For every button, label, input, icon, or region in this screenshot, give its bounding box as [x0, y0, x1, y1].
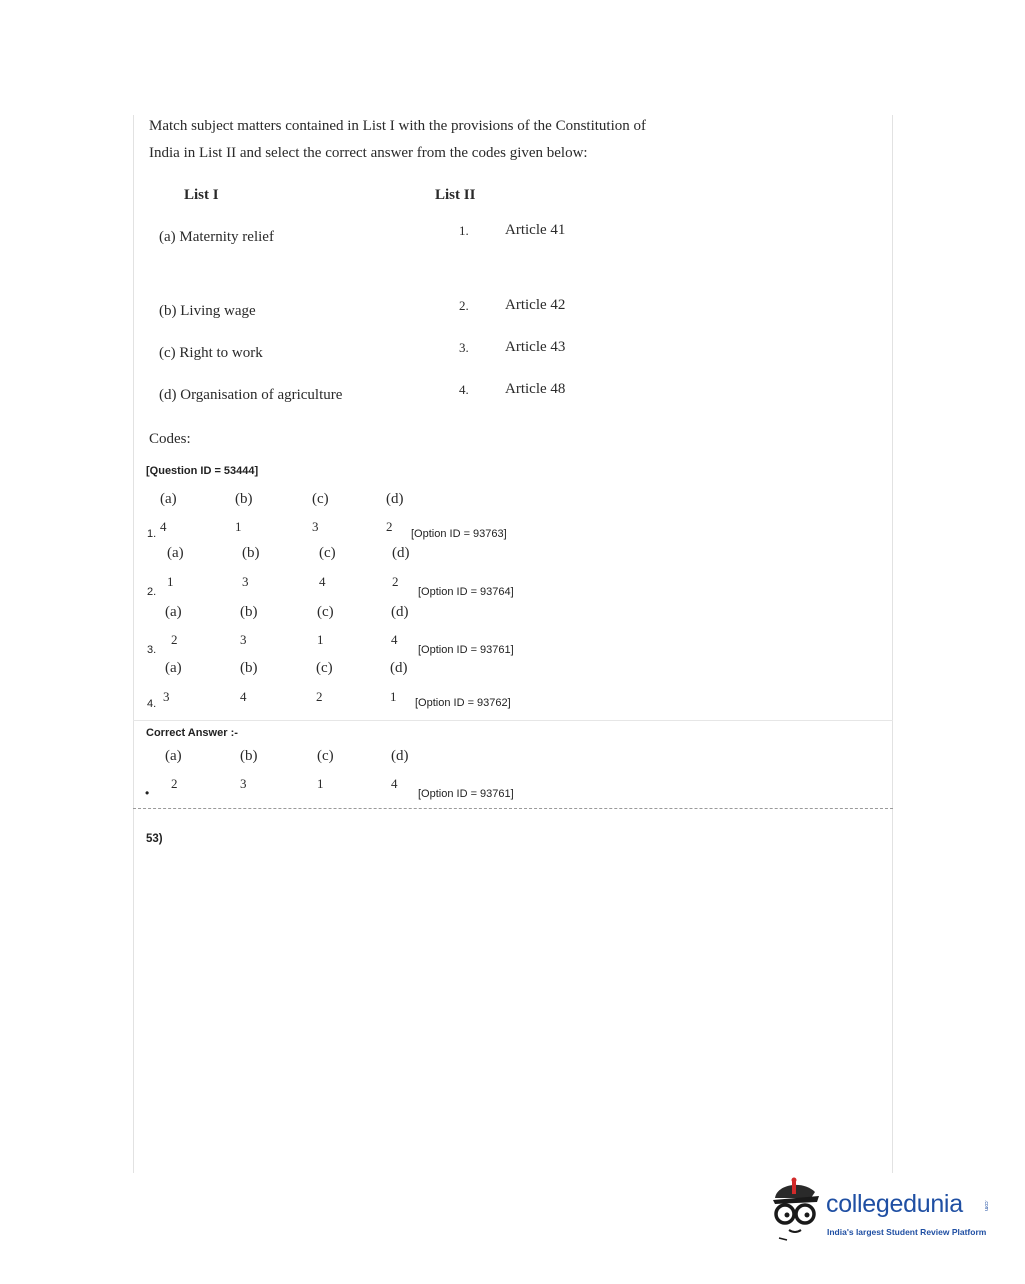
list-1-header: List I — [184, 187, 219, 203]
question-text-line-1: Match subject matters contained in List I with the provisions of the Constitution of — [149, 118, 647, 134]
option-2-header-d: (d) — [392, 545, 410, 561]
option-2-header-c: (c) — [319, 545, 336, 561]
option-1-value-a: 4 — [160, 519, 167, 534]
option-4-header-d: (d) — [390, 660, 408, 676]
correct-answer-header-b: (b) — [240, 748, 258, 764]
question-id: [Question ID = 53444] — [146, 465, 259, 477]
list-2-number-1: 1. — [459, 223, 469, 238]
option-2-value-d: 2 — [392, 574, 399, 589]
option-3-header-b: (b) — [240, 604, 258, 620]
correct-answer-value-d: 4 — [391, 776, 398, 791]
correct-answer-header-c: (c) — [317, 748, 334, 764]
right-border-line — [892, 115, 893, 1173]
option-3-value-c: 1 — [317, 632, 324, 647]
codes-label: Codes: — [149, 431, 191, 447]
option-1-value-b: 1 — [235, 519, 242, 534]
list-2-number-3: 3. — [459, 340, 469, 355]
option-4-value-c: 2 — [316, 689, 323, 704]
option-4-value-a: 3 — [163, 689, 170, 704]
option-4-id: [Option ID = 93762] — [415, 697, 511, 709]
option-2-value-c: 4 — [319, 574, 326, 589]
option-2-id: [Option ID = 93764] — [418, 586, 514, 598]
mascot-icon — [765, 1176, 825, 1246]
option-3-value-d: 4 — [391, 632, 398, 647]
option-1-header-b: (b) — [235, 491, 253, 507]
option-1-id: [Option ID = 93763] — [411, 528, 507, 540]
list-1-item-d: (d) Organisation of agriculture — [159, 387, 343, 403]
dashed-separator — [133, 808, 893, 809]
list-2-item-2: Article 42 — [505, 297, 566, 313]
option-1-number: 1. — [147, 528, 157, 540]
list-1-item-b: (b) Living wage — [159, 303, 256, 319]
logo-dotcom: .com — [983, 1200, 989, 1211]
option-3-number: 3. — [147, 644, 157, 656]
option-4-header-c: (c) — [316, 660, 333, 676]
option-4-value-d: 1 — [390, 689, 397, 704]
correct-answer-header-d: (d) — [391, 748, 409, 764]
option-2-number: 2. — [147, 586, 157, 598]
correct-answer-value-b: 3 — [240, 776, 247, 791]
option-4-header-b: (b) — [240, 660, 258, 676]
list-2-number-2: 2. — [459, 298, 469, 313]
left-border-line — [133, 115, 134, 1173]
option-4-value-b: 4 — [240, 689, 247, 704]
option-2-header-b: (b) — [242, 545, 260, 561]
option-3-header-c: (c) — [317, 604, 334, 620]
collegedunia-logo[interactable] — [765, 1176, 995, 1248]
option-3-id: [Option ID = 93761] — [418, 644, 514, 656]
list-1-item-c: (c) Right to work — [159, 345, 263, 361]
correct-answer-value-c: 1 — [317, 776, 324, 791]
list-2-item-1: Article 41 — [505, 222, 566, 238]
list-2-number-4: 4. — [459, 382, 469, 397]
option-1-header-c: (c) — [312, 491, 329, 507]
correct-answer-value-a: 2 — [171, 776, 178, 791]
correct-answer-label: Correct Answer :- — [146, 727, 238, 739]
option-1-value-c: 3 — [312, 519, 319, 534]
option-4-header-a: (a) — [165, 660, 182, 676]
option-2-value-a: 1 — [167, 574, 174, 589]
question-text-line-2: India in List II and select the correct answer from the codes given below: — [149, 145, 588, 161]
list-2-item-4: Article 48 — [505, 381, 566, 397]
logo-tagline: India's largest Student Review Platform — [827, 1227, 987, 1237]
correct-answer-bullet: • — [145, 786, 150, 800]
option-1-header-d: (d) — [386, 491, 404, 507]
next-question-number: 53) — [146, 833, 163, 845]
list-1-item-a: (a) Maternity relief — [159, 229, 274, 245]
option-3-value-a: 2 — [171, 632, 178, 647]
option-3-header-d: (d) — [391, 604, 409, 620]
correct-answer-option-id: [Option ID = 93761] — [418, 788, 514, 800]
option-2-value-b: 3 — [242, 574, 249, 589]
option-3-value-b: 3 — [240, 632, 247, 647]
option-3-header-a: (a) — [165, 604, 182, 620]
logo-wordmark: collegedunia — [826, 1190, 963, 1218]
option-2-header-a: (a) — [167, 545, 184, 561]
option-1-value-d: 2 — [386, 519, 393, 534]
option-1-header-a: (a) — [160, 491, 177, 507]
correct-answer-header-a: (a) — [165, 748, 182, 764]
section-divider — [133, 720, 893, 721]
list-2-item-3: Article 43 — [505, 339, 566, 355]
list-2-header: List II — [435, 187, 476, 203]
option-4-number: 4. — [147, 698, 157, 710]
